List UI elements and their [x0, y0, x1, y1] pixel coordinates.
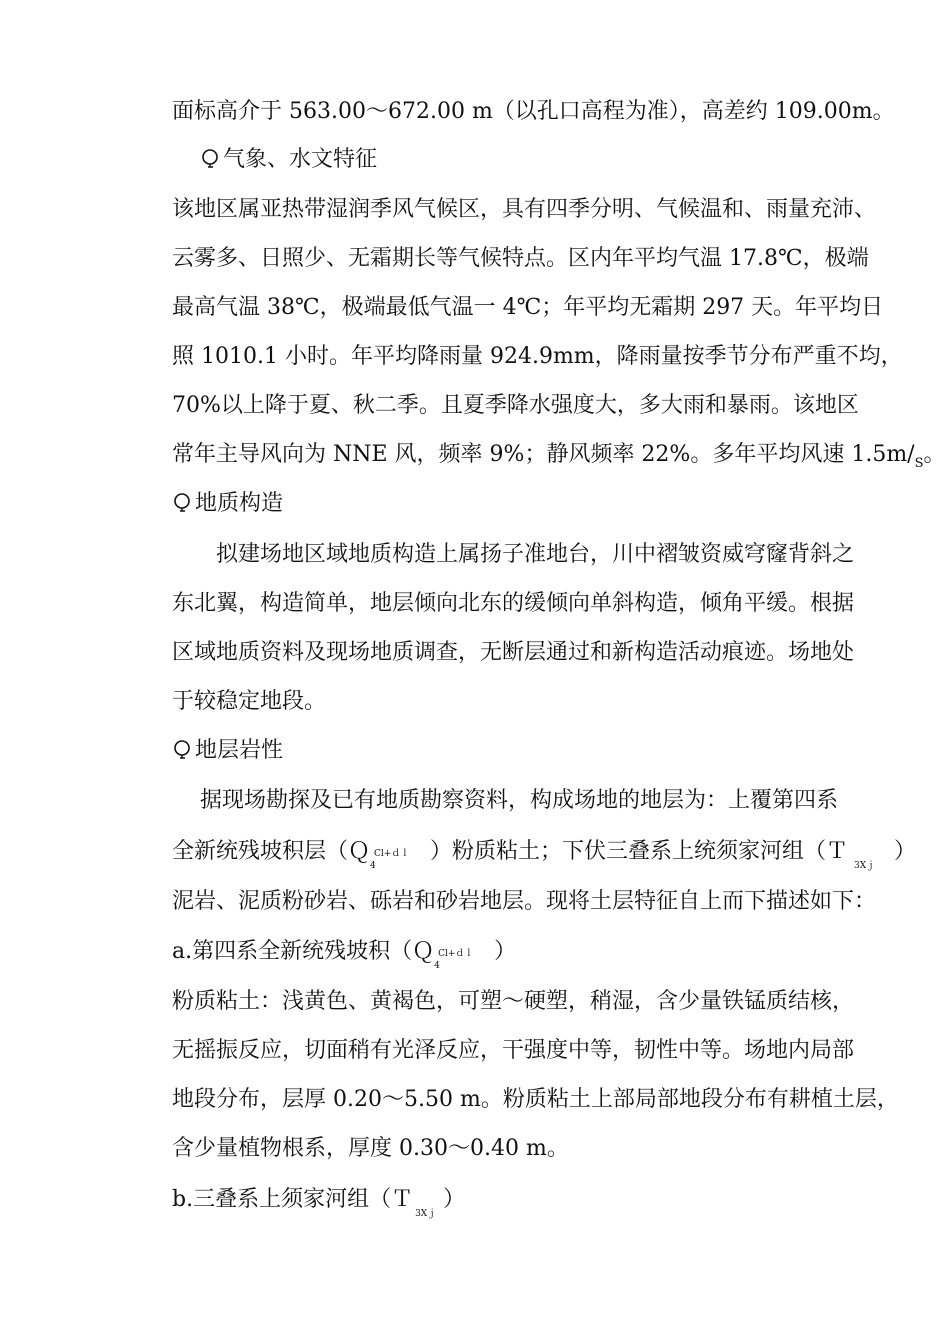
section-heading-strata: [172, 737, 283, 765]
text: 70%以上降于夏、秋二季。且夏季降水强度大，多大雨和暴雨。该地区: [172, 393, 859, 418]
text: 东北翼，构造简单，地层倾向北东的缓倾向单斜构造，倾角平缓。根据: [172, 591, 855, 616]
text: 全新统残坡积层（Ｑ: [172, 839, 371, 864]
paragraph-line: [216, 541, 854, 569]
text: 地段分布，层厚 0.20～5.50 m。粉质粘土上部局部地段分布有耕植土层，: [172, 1087, 899, 1112]
text: ）: [443, 1187, 466, 1212]
subscript: 4: [434, 961, 440, 971]
subscript: 4: [370, 861, 376, 871]
paragraph-line: [172, 294, 883, 322]
formula-q: [434, 938, 494, 971]
list-item-b: [172, 1186, 466, 1219]
subscript: 3Xｊ: [415, 1209, 437, 1219]
text: 据现场勘探及已有地质勘察资料，构成场地的地层为：上覆第四系: [200, 788, 839, 813]
paragraph-line: [172, 1135, 569, 1163]
text: b.三叠系上须家河组（Ｔ: [172, 1187, 414, 1212]
paragraph-line: [172, 392, 859, 420]
text: 。: [923, 442, 946, 467]
text: 粉质粘土：浅黄色、黄褐色，可塑～硬塑，稍湿，含少量铁锰质结核，: [172, 989, 855, 1014]
text: 含少量植物根系，厚度 0.30～0.40 m。: [172, 1136, 569, 1161]
subscript: S: [914, 456, 924, 471]
formula-q: [370, 838, 430, 871]
text: 于较稳定地段。: [172, 689, 327, 714]
circle-q-icon: [200, 147, 222, 169]
circle-q-icon: [172, 491, 194, 513]
text: 面标高介于 563.00～672.00 m（以孔口高程为准），高差约 109.00m。: [172, 99, 895, 124]
text: 云雾多、日照少、无霜期长等气候特点。区内年平均气温 17.8℃，极端: [172, 246, 869, 271]
paragraph-line: [172, 590, 854, 618]
subscript: 3Xｊ: [854, 861, 876, 871]
paragraph-line: [172, 441, 946, 469]
text: ）: [494, 939, 517, 964]
text: ）粉质粘土；下伏三叠系上统须家河组（Ｔ: [430, 839, 849, 864]
heading-text: 气象、水文特征: [223, 147, 378, 172]
text: 该地区属亚热带湿润季风气候区，具有四季分明、气候温和、雨量充沛、: [172, 197, 877, 222]
paragraph-line: [172, 1037, 854, 1065]
circle-q-icon: [172, 738, 194, 760]
text: ）: [894, 839, 917, 864]
text: 区域地质资料及现场地质调查，无断层通过和新构造活动痕迹。场地处: [172, 640, 855, 665]
superscript: Cl+ｄｌ: [438, 949, 474, 959]
heading-text: 地质构造: [195, 491, 284, 516]
paragraph-line: [172, 343, 903, 371]
text: 泥岩、泥质粉砂岩、砾岩和砂岩地层。现将土层特征自上而下描述如下：: [172, 889, 877, 914]
text: a.第四系全新统残坡积（Ｑ: [172, 939, 435, 964]
text: 最高气温 38℃，极端最低气温一 4℃；年平均无霜期 297 天。年平均日: [172, 295, 884, 320]
paragraph-line: [172, 196, 876, 224]
text: 无摇振反应，切面稍有光泽反应，干强度中等，韧性中等。场地内局部: [172, 1038, 855, 1063]
paragraph-line: [172, 888, 876, 916]
paragraph-line: [172, 988, 854, 1016]
text: 常年主导风向为 NNE 风，频率 9%；静风频率 22%。多年平均风速 1.5m/: [172, 442, 915, 467]
superscript: Cl+ｄｌ: [374, 849, 410, 859]
paragraph-line: [172, 1086, 899, 1114]
formula-t: [848, 838, 894, 871]
section-heading-geology: [172, 490, 283, 518]
paragraph-line: [172, 639, 854, 667]
text: 照 1010.1 小时。年平均降雨量 924.9mm，降雨量按季节分布严重不均，: [172, 344, 903, 369]
paragraph-line: [200, 787, 838, 815]
text: 拟建场地区域地质构造上属扬子准地台，川中褶皱资威穹窿背斜之: [216, 542, 855, 567]
paragraph-line: [172, 688, 326, 716]
section-heading-weather: [200, 146, 377, 174]
formula-t: [413, 1186, 443, 1219]
heading-text: 地层岩性: [195, 738, 284, 763]
paragraph-line: [172, 838, 917, 871]
paragraph-line: [172, 245, 869, 273]
list-item-a: [172, 938, 517, 971]
paragraph-line: [172, 98, 895, 126]
